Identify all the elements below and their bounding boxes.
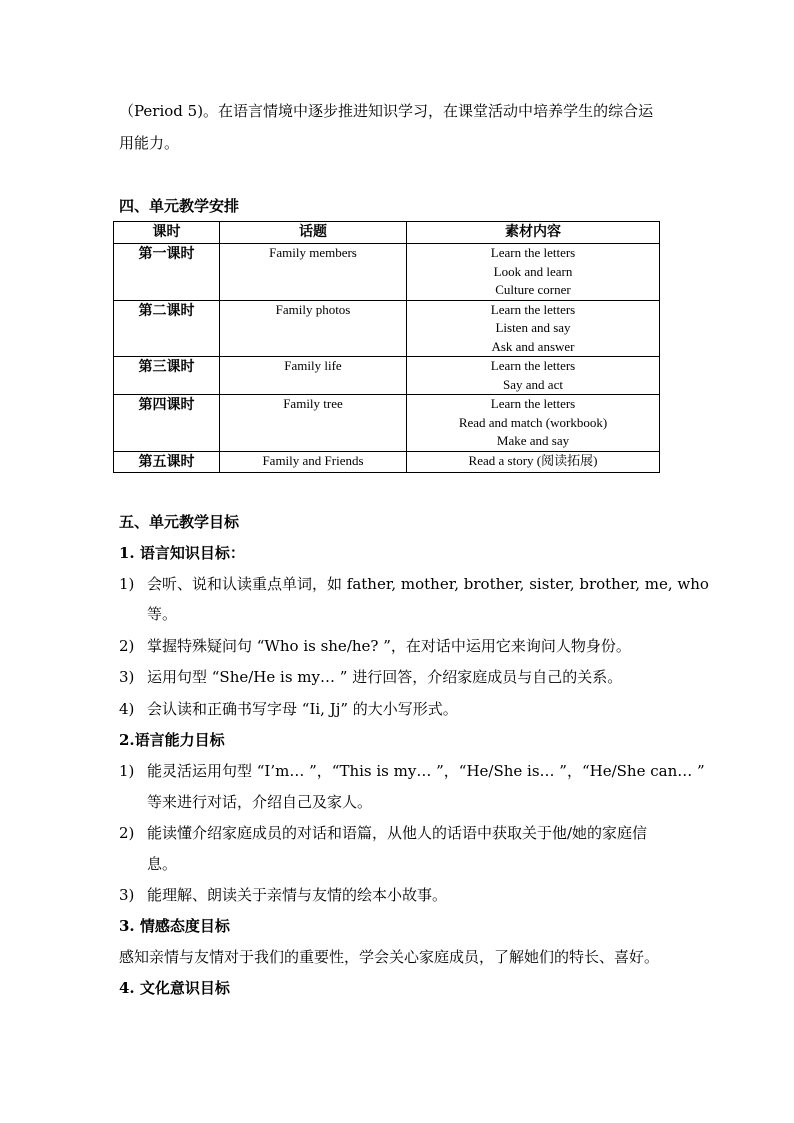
lesson-cell: 第三课时 [114,357,220,395]
material-item: Learn the letters [490,245,576,260]
table-row [114,451,660,472]
goal-2-item-1-cont: 等来进行对话，介绍自己及家人。 [147,793,373,811]
item-text: 会认读和正确书写字母 “Ii, Jj” 的大小写形式。 [147,700,458,718]
topic-cell: Family and Friends [220,451,407,472]
goal-1-title: 1. 语言知识目标： [119,544,245,562]
goal-2-item-2-cont: 息。 [147,855,178,873]
material-item: Make and say [496,433,570,448]
material-item: Say and act [503,376,563,392]
item-number: 4) [119,700,135,718]
materials-cell [407,451,660,472]
item-text: 能读懂介绍家庭成员的对话和语篇，从他人的话语中获取关于他/她的家庭信 [147,824,648,842]
material-item: Culture corner [495,282,571,297]
materials-cell [407,395,660,452]
materials-cell [407,357,660,395]
materials-cell [407,244,660,301]
material-item: Ask and answer [491,338,575,354]
header-materials: 素材内容 [407,222,660,244]
item-number: 2) [119,824,135,842]
section-5-title: 五、单元教学目标 [119,513,240,531]
lesson-cell: 第二课时 [114,300,220,357]
item-number: 3) [119,668,135,686]
goal-2-title: 2.语言能力目标 [119,731,225,749]
lesson-cell: 第五课时 [114,451,220,472]
schedule-table [113,221,660,473]
lesson-cell: 第四课时 [114,395,220,452]
material-item: Read a story (阅读拓展) [468,452,598,468]
goal-1-item-1 [119,574,709,594]
goal-1-item-4 [119,699,679,719]
goal-2-item-1 [119,761,705,781]
header-topic: 话题 [220,222,407,244]
item-text: 掌握特殊疑问句 “Who is she/he? ”，在对话中运用它来询问人物身份。 [147,637,631,655]
material-item: Learn the letters [490,358,576,373]
topic-cell: Family life [220,357,407,395]
goal-3-text: 感知亲情与友情对于我们的重要性，学会关心家庭成员，了解她们的特长、喜好。 [119,948,660,966]
material-item: Learn the letters [490,301,576,317]
table-row [114,357,660,395]
topic-cell: Family members [220,244,407,301]
table-row [114,395,660,452]
goal-4-title: 4. 文化意识目标 [119,979,230,997]
topic-cell: Family photos [220,300,407,357]
goal-1-item-3 [119,667,679,687]
material-item: Read and match (workbook) [458,414,608,430]
table-row [114,300,660,357]
material-item: Listen and say [495,320,571,335]
item-number: 1) [119,575,135,593]
item-number: 3) [119,886,135,904]
goal-1-item-2 [119,636,679,656]
item-text: 能灵活运用句型 “I’m… ”，“This is my… ”，“He/She is… ”，“He/She can… ” [147,762,705,780]
goal-3-title: 3. 情感态度目标 [119,917,230,935]
lesson-cell: 第一课时 [114,244,220,301]
item-text: 会听、说和认读重点单词，如 father, mother, brother, sister, brother, me, who [147,575,709,593]
intro-line-2: 用能力。 [119,134,180,152]
item-number: 1) [119,762,135,780]
table-header-row [114,222,660,244]
material-item: Look and learn [493,263,573,279]
item-text: 能理解、朗读关于亲情与友情的绘本小故事。 [147,886,448,904]
intro-line-1: （Period 5)。在语言情境中逐步推进知识学习，在课堂活动中培养学生的综合运 [119,102,654,120]
goal-2-item-3 [119,885,679,905]
item-number: 2) [119,637,135,655]
topic-cell: Family tree [220,395,407,452]
materials-cell [407,300,660,357]
goal-2-item-2 [119,823,679,843]
table-row [114,244,660,301]
section-4-title: 四、单元教学安排 [119,197,240,215]
item-text: 运用句型 “She/He is my… ” 进行回答，介绍家庭成员与自己的关系。 [147,668,623,686]
material-item: Learn the letters [490,396,576,411]
goal-1-item-1-cont: 等。 [147,605,178,623]
header-lesson: 课时 [114,222,220,244]
